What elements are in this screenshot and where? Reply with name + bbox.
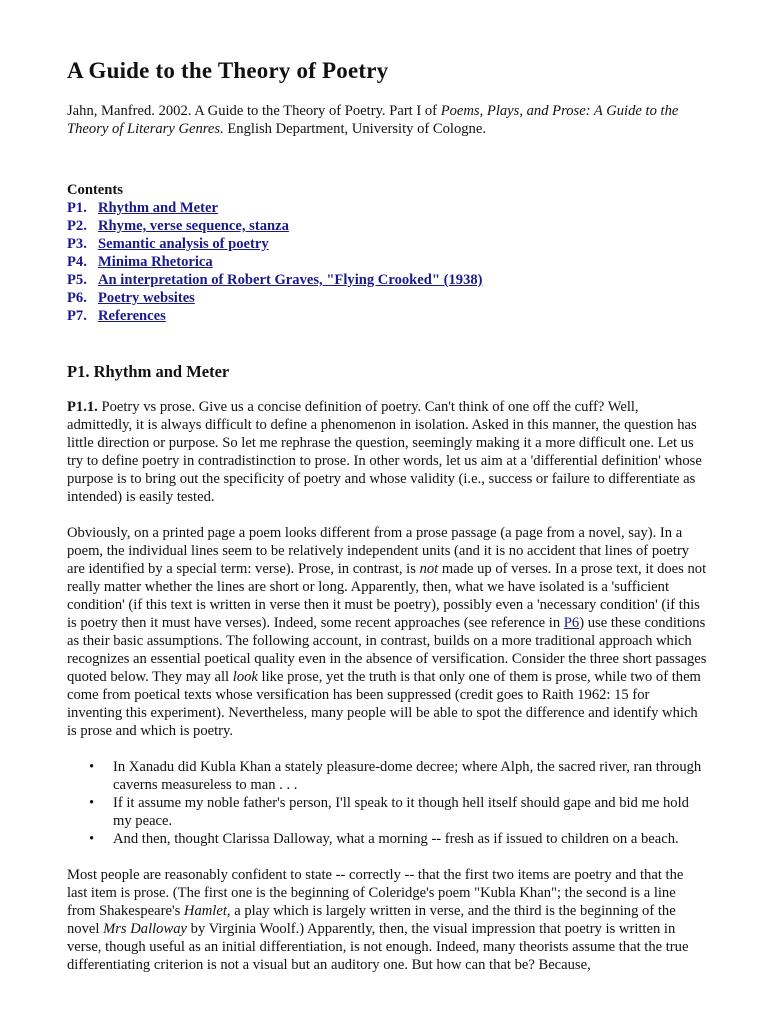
contents-heading: Contents <box>67 182 123 198</box>
citation-book-title: Poems, Plays, and Prose: A Guide to the Theory of Literary Genres. <box>67 103 679 137</box>
toc-number: P4. <box>67 254 87 270</box>
paragraph-text: like prose, yet the truth is that only one of them is prose, while two of them come from poetical texts whose versification has been suppressed (credit goes to Raith 1962: 15 for inventing this experiment). Nevertheless, many people will be able to spot the difference and identify which is prose and which is poetry. <box>67 669 701 739</box>
toc-label: References <box>98 308 166 324</box>
quote-text: If it assume my noble father's person, I'll speak to it though hell itself should gape and bid me hold my peace. <box>113 795 689 829</box>
toc-link-p1[interactable] <box>67 200 218 216</box>
toc-label: Semantic analysis of poetry <box>98 236 269 252</box>
toc-label: Rhyme, verse sequence, stanza <box>98 218 289 234</box>
paragraph-p1-1 <box>67 398 707 506</box>
toc-number: P6. <box>67 290 87 306</box>
toc-item <box>67 271 707 289</box>
section-heading-p1: P1. Rhythm and Meter <box>67 362 230 381</box>
toc-link-p3[interactable] <box>67 236 269 252</box>
toc-link-p6[interactable] <box>67 290 195 306</box>
toc-number: P1. <box>67 200 87 216</box>
emphasis-hamlet: Hamlet <box>183 903 227 919</box>
quote-list <box>67 758 707 848</box>
bullet-icon: • <box>89 831 95 847</box>
toc-number: P2. <box>67 218 87 234</box>
toc-item <box>67 289 707 307</box>
emphasis-look: look <box>232 669 258 685</box>
paragraph-conclusion <box>67 866 707 974</box>
paragraph-verse-vs-prose <box>67 524 707 740</box>
quote-text: And then, thought Clarissa Dalloway, what a morning -- fresh as if issued to children on a beach. <box>113 831 679 847</box>
toc-number: P7. <box>67 308 87 324</box>
citation-publisher: English Department, University of Cologne. <box>223 121 486 137</box>
emphasis-mrs-dalloway: Mrs Dalloway <box>103 921 187 937</box>
toc-item <box>67 235 707 253</box>
paragraph-text: Obviously, on a printed page a poem looks different from a prose passage (a page from a novel, say). In a poem, the individual lines seem to be relatively independent units (and it is no accident that lines of poetry are identified by a special term: verse). Prose, in contrast, is <box>67 525 690 577</box>
citation-text: Jahn, Manfred. 2002. A Guide to the Theory of Poetry. Part I of <box>67 103 441 119</box>
reference-link-p6[interactable]: P6 <box>563 615 580 631</box>
toc-link-p4[interactable] <box>67 254 213 270</box>
quote-text: In Xanadu did Kubla Khan a stately pleasure-dome decree; where Alph, the sacred river, ran through caverns measureless to man . . . <box>113 759 702 793</box>
list-item <box>67 794 707 830</box>
toc-item <box>67 217 707 235</box>
list-item <box>67 758 707 794</box>
citation <box>67 102 707 138</box>
emphasis-not: not <box>419 561 439 577</box>
bullet-icon: • <box>89 759 95 775</box>
toc-label: Rhythm and Meter <box>98 200 218 216</box>
toc-link-p7[interactable] <box>67 308 166 324</box>
paragraph-text: Poetry vs prose. Give us a concise definition of poetry. Can't think of one off the cuff? Well, admittedly, it is always difficult to define a phenomenon in isolation. Asked in this manner, the question has little direction or purpose. So let me rephrase the question, seemingly making it a more difficult one. Let us try to define poetry in contradistinction to prose. In other words, let us aim at a 'differential definition' whose purpose is to bring out the specificity of poetry and whose validity (i.e., success or failure to differentiate as intended) is easily tested. <box>67 399 702 505</box>
paragraph-text: Most people are reasonably confident to state -- correctly -- that the first two items are poetry and that the last item is prose. (The first one is the beginning of Coleridge's poem "Kubla Khan"; the second is a line from Shakespeare's <box>67 867 684 919</box>
toc-number: P5. <box>67 272 87 288</box>
toc-link-p2[interactable] <box>67 218 289 234</box>
bullet-icon: • <box>89 795 95 811</box>
paragraph-text: , a play which is largely written in verse, and the third is the beginning of the novel <box>67 903 676 937</box>
toc-label: An interpretation of Robert Graves, "Flying Crooked" (1938) <box>98 272 483 288</box>
toc-item <box>67 199 707 217</box>
toc-link-p5[interactable] <box>67 272 483 288</box>
toc-item <box>67 307 707 325</box>
paragraph-text: by Virginia Woolf.) Apparently, then, the visual impression that poetry is written in verse, though useful as an initial differentiation, is not enough. Indeed, many theorists assume that the true differentiating criterion is not a visual but an auditory one. But how can that be? Because, <box>67 921 689 973</box>
document-page <box>67 56 707 974</box>
list-item <box>67 830 707 848</box>
paragraph-label: P1.1. <box>67 399 98 415</box>
table-of-contents <box>67 181 707 325</box>
page-title: A Guide to the Theory of Poetry <box>67 58 389 83</box>
toc-label: Minima Rhetorica <box>98 254 213 270</box>
toc-label: Poetry websites <box>98 290 195 306</box>
paragraph-text: made up of verses. In a prose text, it does not really matter whether the lines are short or long. Apparently, then, what we have isolated is a 'sufficient condition' (if this text is written in verse then it must be poetry), possibly even a 'necessary condition' (if this is poetry then it must have verses). Indeed, some recent approaches (see reference in <box>67 561 707 631</box>
toc-number: P3. <box>67 236 87 252</box>
paragraph-text: ) use these conditions as their basic assumptions. The following account, in contrast, builds on a more traditional approach which recognizes an essential poetical quality even in the absence of versification. Consider the three short passages quoted below. They may all <box>67 615 707 685</box>
contents-list <box>67 199 707 325</box>
toc-item <box>67 253 707 271</box>
